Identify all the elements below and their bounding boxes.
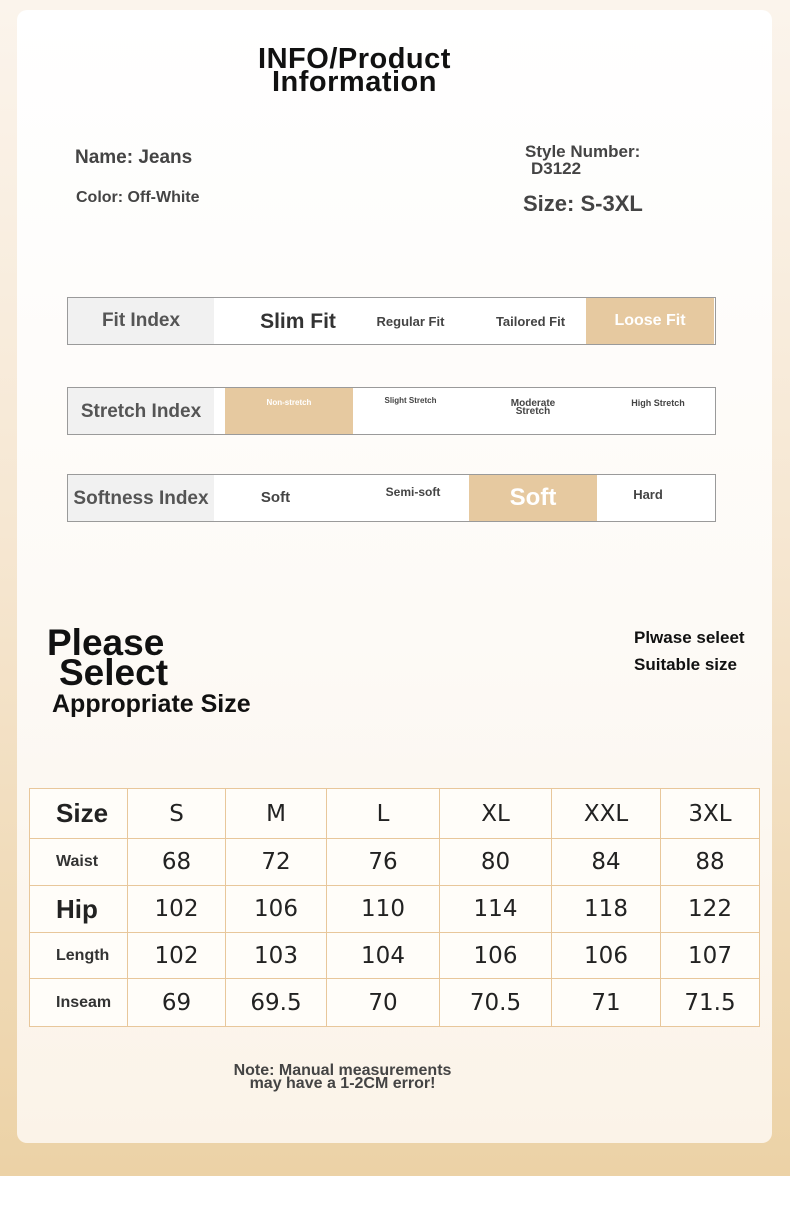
page-title	[232, 43, 477, 98]
row-label-waist: Waist	[30, 839, 128, 886]
size-header-cell: L	[327, 789, 440, 839]
stretch-option-non-stretch-selected: Non-stretch	[225, 388, 353, 434]
product-color: Color: Off-White	[76, 189, 200, 206]
size-chart-table	[29, 788, 760, 1027]
softness-option-soft: Soft	[260, 489, 291, 506]
table-cell: 122	[661, 886, 760, 933]
fit-index-label: Fit Index	[68, 298, 214, 344]
table-cell: 114	[440, 886, 552, 933]
table-cell: 106	[552, 933, 661, 979]
fit-index-bar	[67, 297, 716, 345]
table-row	[30, 979, 760, 1027]
softness-option-soft-selected: Soft	[469, 475, 597, 521]
table-cell: 72	[226, 839, 327, 886]
table-cell: 102	[128, 886, 226, 933]
table-cell: 71.5	[661, 979, 760, 1027]
size-header-cell: XXL	[552, 789, 661, 839]
size-header-cell: XL	[440, 789, 552, 839]
fit-option-loose-selected: Loose Fit	[586, 298, 714, 344]
table-cell: 102	[128, 933, 226, 979]
softness-index-label: Softness Index	[68, 475, 214, 521]
table-cell: 106	[226, 886, 327, 933]
size-header-label: Size	[30, 789, 128, 839]
table-cell: 84	[552, 839, 661, 886]
stretch-index-bar	[67, 387, 716, 435]
softness-option-hard: Hard	[633, 487, 663, 502]
table-cell: 88	[661, 839, 760, 886]
product-name: Name: Jeans	[75, 147, 193, 168]
table-cell: 106	[440, 933, 552, 979]
table-cell: 110	[327, 886, 440, 933]
stretch-option-moderate: Moderate Stretch	[510, 398, 556, 417]
style-number-value: D3122	[531, 159, 582, 178]
title-line-2: Information	[272, 66, 437, 98]
style-number-label: Style Number:	[525, 142, 641, 161]
please-select-heading	[47, 622, 169, 693]
note-line-1: Note: Manual measurements	[233, 1062, 452, 1079]
row-label-hip: Hip	[30, 886, 128, 933]
stretch-option-slight: Slight Stretch	[384, 396, 437, 405]
stretch-option-high: High Stretch	[631, 398, 685, 408]
suitable-size-line-2: Suitable size	[634, 655, 737, 674]
appropriate-size-heading: Appropriate Size	[52, 690, 251, 718]
table-cell: 69	[128, 979, 226, 1027]
fit-option-slim: Slim Fit	[260, 309, 336, 333]
softness-index-bar	[67, 474, 716, 522]
size-header-cell: S	[128, 789, 226, 839]
table-cell: 104	[327, 933, 440, 979]
size-header-cell: M	[226, 789, 327, 839]
table-row	[30, 933, 760, 979]
table-cell: 69.5	[226, 979, 327, 1027]
please-line: Please	[47, 622, 165, 663]
softness-option-semi-soft: Semi-soft	[385, 485, 441, 499]
style-number	[525, 143, 685, 177]
stretch-index-label: Stretch Index	[68, 388, 214, 434]
suitable-size-note	[634, 624, 745, 678]
select-line: Select	[59, 652, 169, 693]
table-row	[30, 789, 760, 839]
measurement-note	[205, 1064, 480, 1090]
suitable-size-line-1: Plwase seleet	[634, 628, 745, 647]
table-cell: 103	[226, 933, 327, 979]
table-row	[30, 886, 760, 933]
fit-option-tailored: Tailored Fit	[495, 313, 566, 329]
size-header-cell: 3XL	[661, 789, 760, 839]
table-cell: 70.5	[440, 979, 552, 1027]
fit-option-regular: Regular Fit	[376, 313, 445, 329]
note-line-2: may have a 1-2CM error!	[249, 1075, 436, 1092]
table-cell: 80	[440, 839, 552, 886]
table-cell: 76	[327, 839, 440, 886]
table-cell: 107	[661, 933, 760, 979]
table-cell: 68	[128, 839, 226, 886]
table-row	[30, 839, 760, 886]
row-label-inseam: Inseam	[30, 979, 128, 1027]
size-range: Size: S-3XL	[523, 191, 643, 216]
title-line-1: INFO/Product	[258, 43, 451, 75]
table-cell: 70	[327, 979, 440, 1027]
table-cell: 71	[552, 979, 661, 1027]
table-cell: 118	[552, 886, 661, 933]
row-label-length: Length	[30, 933, 128, 979]
